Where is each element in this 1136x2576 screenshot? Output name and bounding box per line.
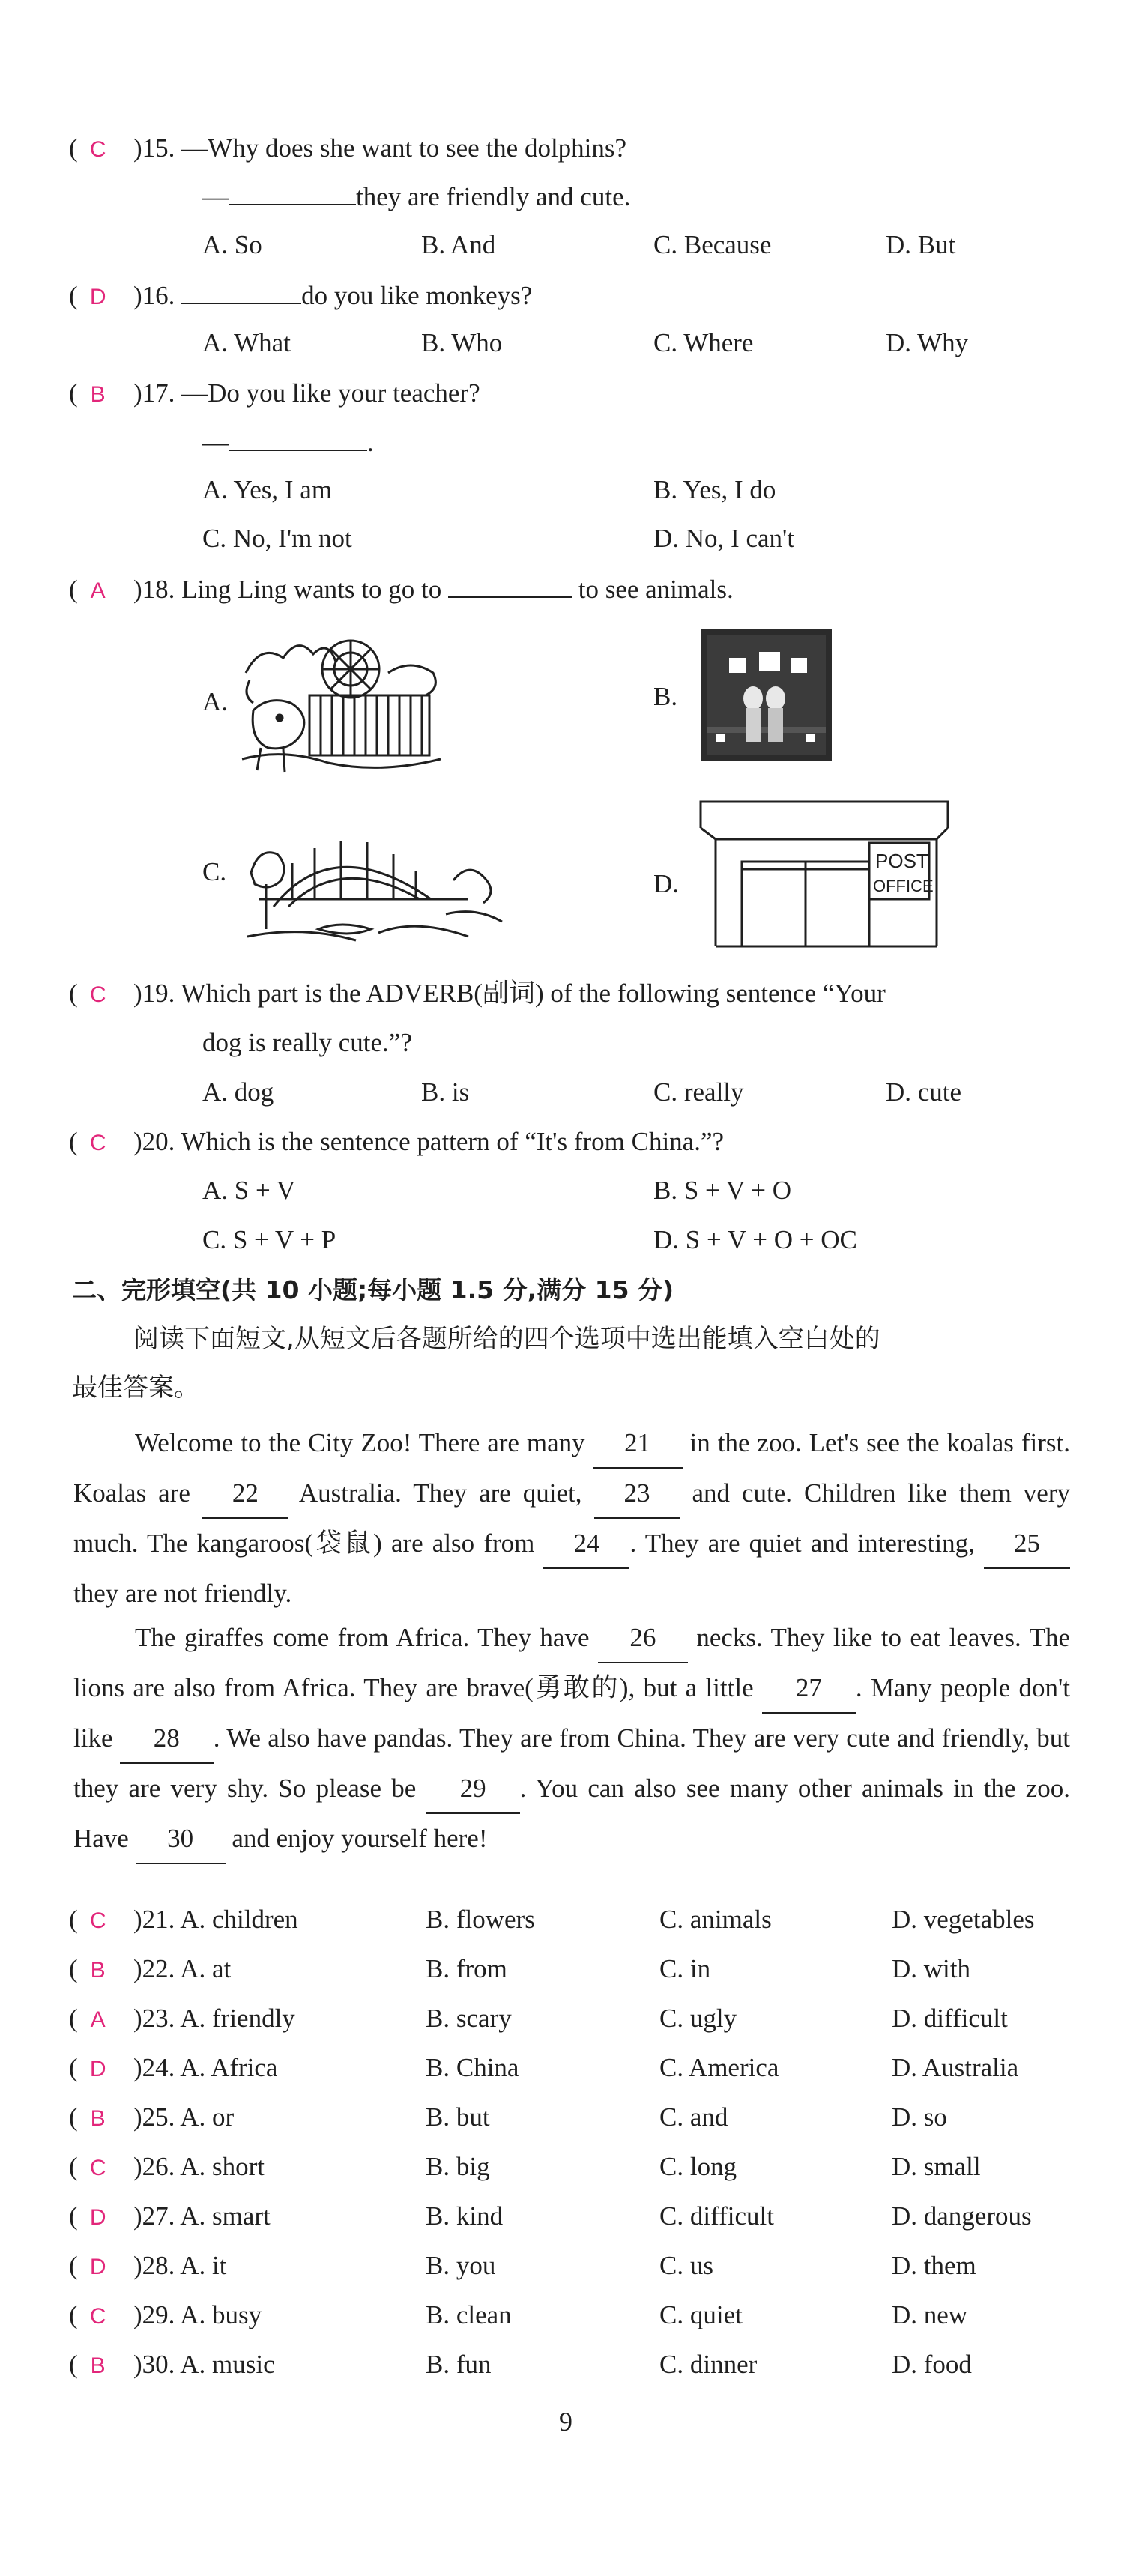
answer-mark: D <box>89 2057 106 2081</box>
option-c: C. ugly <box>659 2004 737 2033</box>
option-b: B. is <box>421 1077 470 1107</box>
option-a-label: A. <box>202 687 229 716</box>
option-c: C. Where <box>653 328 754 357</box>
answer-mark: B <box>90 2353 106 2378</box>
option-b: B. you <box>426 2251 496 2280</box>
passage-text: . Many people don't like <box>73 1673 1070 1753</box>
question-number: )26. <box>133 2152 175 2181</box>
blank-25: 25 <box>984 1519 1070 1569</box>
question-number: )29. <box>133 2300 175 2329</box>
passage-paragraph-2 <box>73 1613 1070 1864</box>
option-a: A. at <box>180 1954 232 1983</box>
cloze-question-22: ( B )22. A. at <box>69 1953 231 1987</box>
answer-blank <box>229 426 367 451</box>
dash: — <box>202 182 229 211</box>
option-b: B. China <box>426 2053 519 2082</box>
answer-mark: D <box>89 2205 106 2230</box>
option-c-label: C. <box>202 857 227 886</box>
option-d: D. S + V + O + OC <box>653 1225 857 1254</box>
question-number: )18. <box>133 575 175 604</box>
option-b: B. kind <box>426 2201 504 2231</box>
answer-blank <box>229 180 356 205</box>
question-number: )20. <box>133 1127 175 1156</box>
blank-24: 24 <box>543 1519 629 1569</box>
option-b: B. from <box>426 1954 507 1983</box>
option-c: C. S + V + P <box>202 1225 336 1254</box>
option-c: C. difficult <box>659 2201 774 2231</box>
option-a: A. children <box>180 1905 298 1934</box>
question-number: )28. <box>133 2251 175 2280</box>
question-number: )22. <box>133 1954 175 1983</box>
park-picture-icon <box>244 824 506 948</box>
option-a: A. it <box>180 2251 227 2280</box>
passage-text: they are not friendly. <box>73 1579 292 1608</box>
question-15: ( C )15. —Why does she want to see the dolphins? <box>69 132 626 166</box>
question-15-line2 <box>202 180 630 214</box>
option-d: D. food <box>892 2350 972 2379</box>
option-d: D. vegetables <box>892 1905 1035 1934</box>
option-d: D. them <box>892 2251 976 2280</box>
option-b: B. but <box>426 2102 490 2132</box>
option-a: A. friendly <box>180 2004 295 2033</box>
passage-text: . They are quiet and interesting, <box>629 1529 985 1558</box>
passage-text: . You can also see many other animals in the zoo. Have <box>73 1774 1070 1853</box>
option-b: B. clean <box>426 2300 512 2329</box>
option-a: A. So <box>202 230 262 259</box>
section-instructions-line1: 阅读下面短文,从短文后各题所给的四个选项中选出能填入空白处的 <box>133 1324 880 1354</box>
option-d: D. But <box>886 230 956 259</box>
page-number: 9 <box>559 2407 572 2437</box>
answer-mark: C <box>89 2304 106 2329</box>
passage-text: and cute. Children like them very much. The kangaroos(袋鼠) are also from <box>73 1478 1071 1558</box>
cloze-question-27: ( D )27. A. smart <box>69 2200 271 2234</box>
option-b: B. flowers <box>426 1905 535 1934</box>
blank-30: 30 <box>136 1814 226 1864</box>
option-d: D. Why <box>886 328 969 357</box>
question-text: do you like monkeys? <box>301 281 533 310</box>
passage-text: Australia. They are quiet, <box>288 1478 594 1508</box>
option-b: B. scary <box>426 2004 512 2033</box>
option-a: A. dog <box>202 1077 274 1107</box>
section-instructions-line2: 最佳答案。 <box>72 1373 199 1403</box>
question-text: to see animals. <box>578 575 734 604</box>
option-c: C. No, I'm not <box>202 524 352 553</box>
option-c: C. quiet <box>659 2300 743 2329</box>
museum-picture-icon <box>701 629 832 761</box>
question-number: )23. <box>133 2004 175 2033</box>
passage-text: The giraffes come from Africa. They have <box>135 1623 598 1652</box>
blank-27: 27 <box>762 1663 856 1714</box>
option-c: C. America <box>659 2053 779 2082</box>
question-17: ( B )17. —Do you like your teacher? <box>69 377 480 411</box>
passage-text: and enjoy yourself here! <box>225 1824 488 1853</box>
answer-mark: D <box>89 2255 106 2279</box>
option-a: A. short <box>180 2152 265 2181</box>
option-c: C. in <box>659 1954 711 1983</box>
question-number: )25. <box>133 2102 175 2132</box>
cloze-question-21: ( C )21. A. children <box>69 1903 298 1938</box>
cloze-question-28: ( D )28. A. it <box>69 2249 226 2284</box>
blank-26: 26 <box>598 1613 688 1663</box>
section-heading: 二、完形填空(共 10 小题;每小题 1.5 分,满分 15 分) <box>72 1275 674 1304</box>
question-19: ( C )19. Which part is the ADVERB(副词) of the following sentence “Your <box>69 977 886 1012</box>
option-a: A. S + V <box>202 1176 296 1205</box>
blank-28: 28 <box>120 1714 214 1764</box>
question-number: )30. <box>133 2350 175 2379</box>
option-c: C. us <box>659 2251 713 2280</box>
question-number: )24. <box>133 2053 175 2082</box>
answer-mark: A <box>90 578 106 603</box>
option-a: A. music <box>180 2350 275 2379</box>
option-b: B. Yes, I do <box>653 475 776 504</box>
blank-21: 21 <box>593 1418 683 1469</box>
cloze-question-26: ( C )26. A. short <box>69 2150 265 2185</box>
question-number: )15. <box>133 133 175 163</box>
option-a: A. busy <box>180 2300 262 2329</box>
question-number: )21. <box>133 1905 175 1934</box>
option-b: B. And <box>421 230 496 259</box>
passage-paragraph-1 <box>73 1418 1070 1618</box>
office-sign-text: OFFICE <box>873 877 934 895</box>
option-d: D. No, I can't <box>653 524 795 553</box>
option-b: B. fun <box>426 2350 492 2379</box>
question-20: ( C )20. Which is the sentence pattern of “It's from China.”? <box>69 1125 724 1160</box>
option-d: D. Australia <box>892 2053 1019 2082</box>
option-a: A. Africa <box>180 2053 278 2082</box>
answer-mark: B <box>90 2106 106 2131</box>
question-text: Which part is the ADVERB(副词) of the following sentence “Your <box>181 979 886 1008</box>
option-d: D. with <box>892 1954 970 1983</box>
answer-mark: C <box>89 982 106 1007</box>
dash: — <box>202 428 229 457</box>
blank-29: 29 <box>426 1764 520 1814</box>
answer-mark: C <box>89 1908 106 1933</box>
question-text: —Do you like your teacher? <box>181 378 480 408</box>
option-c: C. animals <box>659 1905 772 1934</box>
question-19-line2: dog is really cute.”? <box>202 1028 412 1057</box>
option-a: A. smart <box>180 2201 271 2231</box>
question-17-line2 <box>202 426 374 459</box>
answer-mark: C <box>89 2156 106 2180</box>
answer-blank <box>448 572 572 598</box>
period: . <box>367 428 374 457</box>
question-number: )17. <box>133 378 175 408</box>
question-16: ( D )16. do you like monkeys? <box>69 279 532 314</box>
cloze-question-23: ( A )23. A. friendly <box>69 2002 295 2037</box>
question-text: they are friendly and cute. <box>356 182 631 211</box>
answer-mark: B <box>90 382 106 407</box>
passage-text: in the zoo. Let's see the koalas first. Koalas are <box>73 1428 1070 1508</box>
cloze-question-29: ( C )29. A. busy <box>69 2299 262 2333</box>
option-b: B. Who <box>421 328 503 357</box>
option-c: C. Because <box>653 230 772 259</box>
passage-text: . We also have pandas. They are from China. They are very cute and friendly, but they are very shy. So please be <box>73 1723 1071 1803</box>
answer-mark: A <box>90 2007 106 2032</box>
option-d: D. new <box>892 2300 968 2329</box>
option-d: D. small <box>892 2152 981 2181</box>
question-number: )16. <box>133 281 175 310</box>
option-d: D. dangerous <box>892 2201 1032 2231</box>
option-d: D. difficult <box>892 2004 1008 2033</box>
option-c: C. dinner <box>659 2350 758 2379</box>
cloze-question-30: ( B )30. A. music <box>69 2348 275 2383</box>
question-text: Which is the sentence pattern of “It's from China.”? <box>181 1127 725 1156</box>
post-sign-text: POST <box>875 850 928 872</box>
option-d: D. cute <box>886 1077 962 1107</box>
post-office-picture-icon <box>693 798 955 948</box>
option-a: A. or <box>180 2102 235 2132</box>
option-b-label: B. <box>653 682 678 711</box>
passage-text: necks. They like to eat leaves. The lions are also from Africa. They are brave(勇敢的), but a little <box>73 1623 1070 1702</box>
blank-22: 22 <box>202 1469 288 1519</box>
option-d-label: D. <box>653 869 680 898</box>
answer-mark: D <box>89 285 106 309</box>
answer-blank <box>181 279 301 304</box>
blank-23: 23 <box>594 1469 680 1519</box>
option-d: D. so <box>892 2102 947 2132</box>
answer-mark: C <box>89 137 106 162</box>
question-number: )19. <box>133 979 175 1008</box>
cloze-question-24: ( D )24. A. Africa <box>69 2052 277 2086</box>
option-a: A. Yes, I am <box>202 475 333 504</box>
zoo-picture-icon <box>238 628 444 778</box>
option-c: C. long <box>659 2152 737 2181</box>
question-text: Ling Ling wants to go to <box>181 575 442 604</box>
option-b: B. big <box>426 2152 490 2181</box>
answer-mark: C <box>89 1131 106 1155</box>
passage-text: Welcome to the City Zoo! There are many <box>135 1428 593 1457</box>
question-text: —Why does she want to see the dolphins? <box>181 133 627 163</box>
question-number: )27. <box>133 2201 175 2231</box>
cloze-question-25: ( B )25. A. or <box>69 2101 234 2135</box>
option-c: C. really <box>653 1077 744 1107</box>
question-18: ( A )18. Ling Ling wants to go to to see animals. <box>69 572 734 608</box>
option-a: A. What <box>202 328 291 357</box>
option-c: C. and <box>659 2102 728 2132</box>
option-b: B. S + V + O <box>653 1176 792 1205</box>
answer-mark: B <box>90 1958 106 1983</box>
